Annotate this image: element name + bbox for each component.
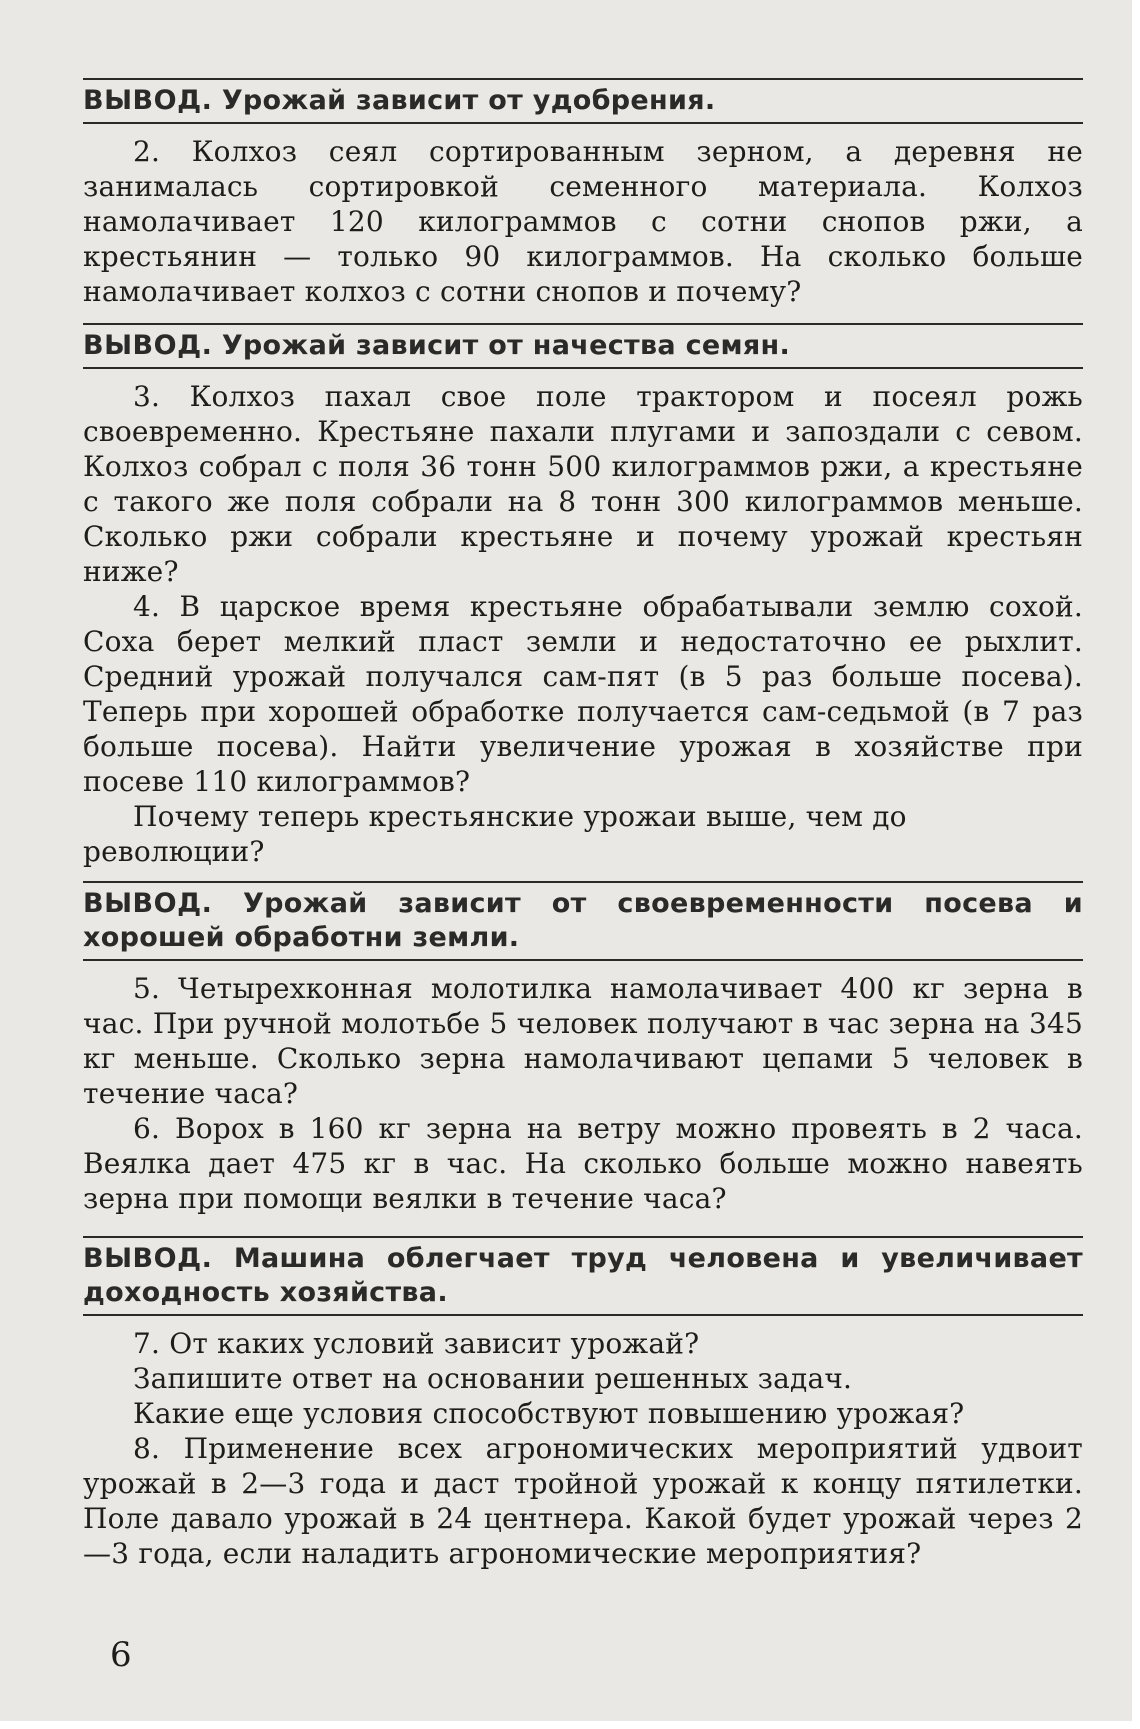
conclusion-machinery (83, 1238, 1083, 1314)
conclusion-seed-quality (83, 325, 1083, 367)
conclusion-label: ВЫВОД. (83, 1243, 213, 1274)
conclusion-label: ВЫВОД. (83, 330, 213, 361)
conclusion-text: Урожай зависит от удобрения. (221, 85, 716, 116)
problem-8: 8. Применение всех агрономических мероприятий удвоит урожай в 2—3 года и даст тройной урожай к концу пятилетки. Поле давало урожай в 24 центнера. Какой будет урожай через 2—3 года, если наладить агрономические мероприятия? (83, 1432, 1083, 1570)
problem-3: 3. Колхоз пахал свое поле трактором и посеял рожь своевременно. Крестьяне пахали плугами и запоздали с севом. Колхоз собрал с поля 36 тонн 500 килограммов ржи, а крестьяне с такого же поля собрали на 8 тонн 300 килограммов меньше. Сколько ржи собрали крестьяне и почему урожай крестьян ниже? (83, 380, 1083, 588)
problem-4-question: Почему теперь крестьянские урожаи выше, чем до революции? (83, 800, 907, 868)
problem-6: 6. Ворох в 160 кг зерна на ветру можно провеять в 2 часа. Веялка дает 475 кг в час. На сколько больше можно навеять зерна при помощи веялки в течение часа? (83, 1112, 1083, 1215)
conclusion-text: Машина облегчает труд человена и увеличивает доходность хозяйства. (83, 1243, 1083, 1308)
divider (83, 959, 1083, 961)
problem-7-line-3: Какие еще условия способствуют повышению урожая? (133, 1397, 965, 1430)
conclusion-label: ВЫВОД. (83, 888, 213, 919)
conclusion-fertilizer (83, 80, 1083, 122)
divider (83, 367, 1083, 369)
divider (83, 122, 1083, 124)
problem-4: 4. В царское время крестьяне обрабатывали землю сохой. Соха берет мелкий пласт земли и недостаточно ее рыхлит. Средний урожай получался сам-пят (в 5 раз больше посева). Теперь при хорошей обработке получается сам-седьмой (в 7 раз больше посева). Найти увеличение урожая в хозяйстве при посеве 110 килограммов? (83, 590, 1083, 798)
problem-5: 5. Четырехконная молотилка намолачивает 400 кг зерна в час. При ручной молотьбе 5 человек получают в час зерна на 345 кг меньше. Сколько зерна намолачивают цепами 5 человек в течение часа? (83, 972, 1083, 1110)
page-content (83, 78, 1083, 1571)
divider (83, 1314, 1083, 1316)
conclusion-text: Урожай зависит от начества семян. (221, 330, 791, 361)
conclusion-text: Урожай зависит от своевременности посева и хорошей обработни земли. (83, 888, 1083, 953)
problem-2: 2. Колхоз сеял сортированным зерном, а деревня не занималась сортировкой семенного материала. Колхоз намолачивает 120 килограммов с сотни снопов ржи, а крестьянин — только 90 килограммов. На сколько больше намолачивает колхоз с сотни снопов и почему? (83, 135, 1083, 308)
page-number: 6 (110, 1635, 132, 1675)
problem-7-line-2: Запишите ответ на основании решенных задач. (133, 1362, 853, 1395)
conclusion-label: ВЫВОД. (83, 85, 213, 116)
conclusion-timely-sowing (83, 883, 1083, 959)
problem-7: 7. От каких условий зависит урожай? (133, 1327, 700, 1360)
